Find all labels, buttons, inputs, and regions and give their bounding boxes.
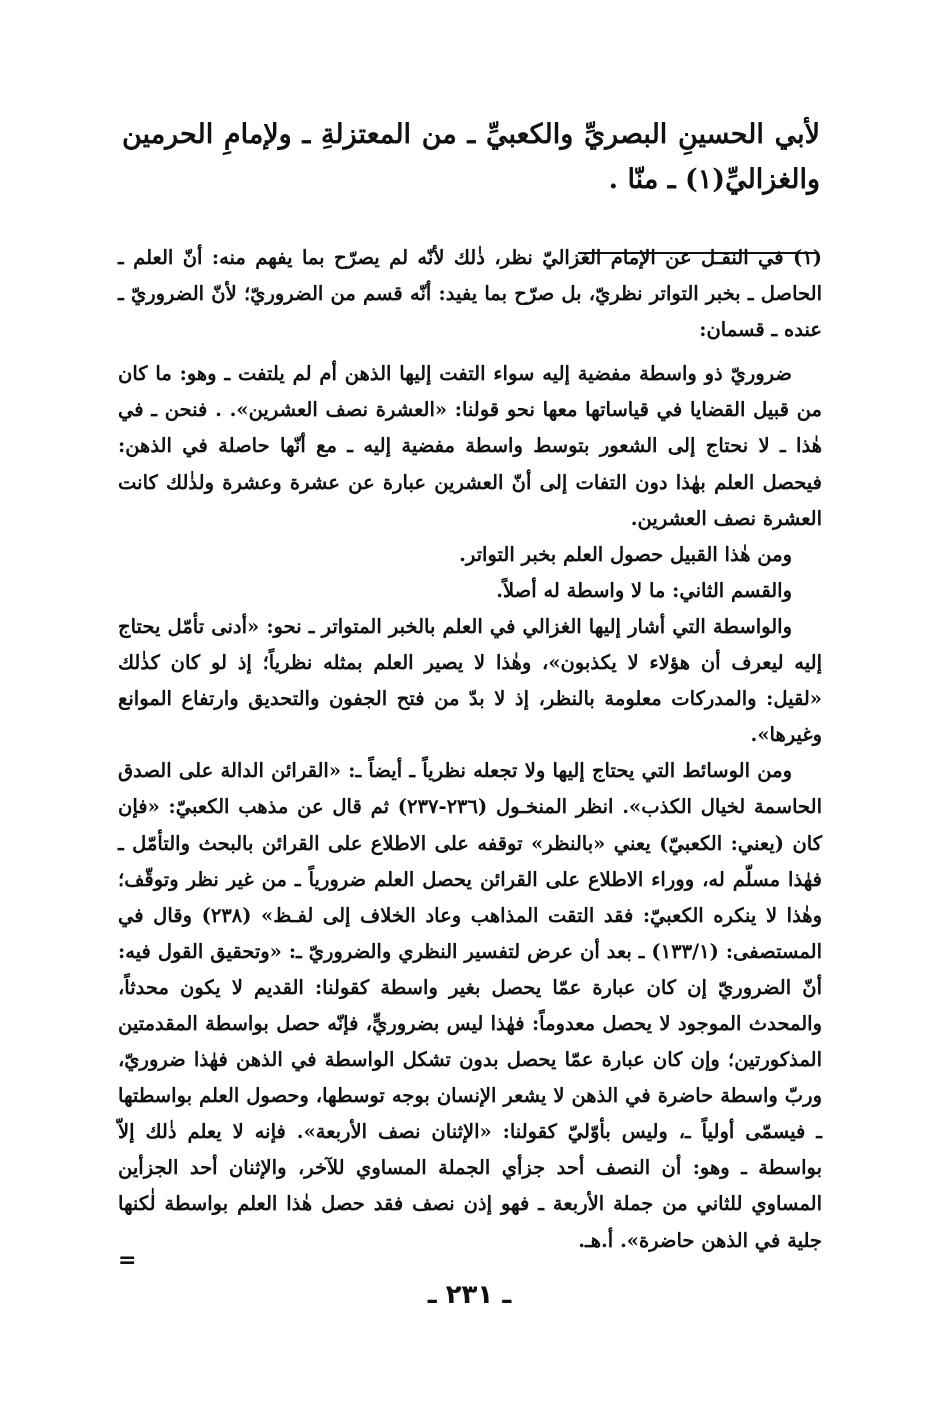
page-number: ـ ٢٣١ ـ	[427, 1280, 512, 1310]
footnote-paragraph-3: ومن هٰذا القبيل حصول العلم بخبر التواتر.	[459, 542, 792, 566]
footnote-paragraph-6: ومن الوسائط التي يحتاج إليها ولا تجعله نظرياً ـ أيضاً ـ: «القرائن الدالة على الصدق الحاسمة لخيال الكذب». انظر المنخـول (٢٣٦-٢٣٧) ثم قال عن مذهب الكعبيّ: «فإن كان (يعني: الكعبيّ) يعني «بالنظر» توقفه على الاطلاع على القرائن بالبحث والتأمّل ـ فهٰذا مسلّم له، ووراء الاطلاع على القرائن يحصل العلم ضرورياً ـ من غير نظر وتوقّف؛ وهٰذا لا ينكره الكعبيّ: فقد التقت المذاهب وعاد الخلاف إلى لفـظ» (٢٣٨) وقال في المستصفى: (١٣٣/١) ـ بعد أن عرض لتفسير النظري والضروريّ ـ: «وتحقيق القول فيه: أنّ الضروريّ إن كان عبارة عمّا يحصل بغير واسطة كقولنا: القديم لا يكون محدثاً، والمحدث الموجود لا يحصل معدوماً: فهٰذا ليس بضروريٍّ، فإنّه حصل بواسطة المقدمتين المذكورتين؛ وإن كان عبارة عمّا يحصل بدون تشكل الواسطة في الذهن فهٰذا ضروريّ، وربّ واسطة حاضرة في الذهن لا يشعر الإنسان بوجه توسطها، وحصول العلم بواسطتها ـ فيسمّى أولياً ـ، وليس بأوّليّ كقولنا: «الإثنان نصف الأربعة». فإنه لا يعلم ذٰلك إلاّ بواسطة ـ وهو: أن النصف أحد جزأي الجملة المساوي للآخر، والإثنان أحد الجزأين المساوي للثاني من جملة الأربعة ـ فهو إذن نصف فقد حصل هٰذا العلم بواسطة لٰكنها جلية في الذهن حاضرة». أ.هـ.	[118, 759, 823, 1252]
main-body-text: لأبي الحسينِ البصريِّ والكعبيِّ ـ من المعتزلةِ ـ ولإمامِ الحرمين والغزاليِّ(١) ـ منّا .	[122, 119, 820, 195]
footnote-paragraph-5: والواسطة التي أشار إليها الغزالي في العلم بالخبر المتواتر ـ نحو: «أدنى تأمّل يحتاج إليه ليعرف أن هؤلاء لا يكذبون»، وهٰذا لا يصير العلم بمثله نظرياً؛ إذ لو كان كذٰلك «لقيل: والمدركات معلومة بالنظر، إذ لا بدّ من فتح الجفون والتحديق وارتفاع الموانع وغيرها».	[118, 614, 822, 747]
footnote-section	[118, 238, 822, 1259]
footnote-paragraph-2: ضروريّ ذو واسطة مفضية إليه سواء التفت إليها الذهن أم لم يلتفت ـ وهو: ما كان من قبيل القضايا في قياساتها معها نحو قولنا: «العشرة نصف العشرين». . فنحن ـ في هٰذا ـ لا نحتاج إلى الشعور بتوسط واسطة مفضية إليه ـ مع أنّها حاصلة في الذهن: فيحصل العلم بهٰذا دون التفات إلى أنّ العشرين عبارة عن عشرة وعشرة ولذٰلك كانت العشرة نصف العشرين.	[118, 362, 822, 530]
footnote-paragraph-4: والقسم الثاني: ما لا واسطة له أصلاً.	[496, 578, 792, 602]
footnote-paragraph-1: (١) في النقـل عن الإمام الغزاليّ نظر، ذٰلك لأنّه لم يصرّح بما يفهم منه: أنّ العلم ـ الحاصل ـ بخبر التواتر نظريّ، بل صرّح بما يفيد: أنّه قسم من الضروريّ؛ لأنّ الضروريّ ـ عنده ـ قسمان:	[118, 246, 822, 342]
continuation-mark: =	[118, 1248, 137, 1273]
